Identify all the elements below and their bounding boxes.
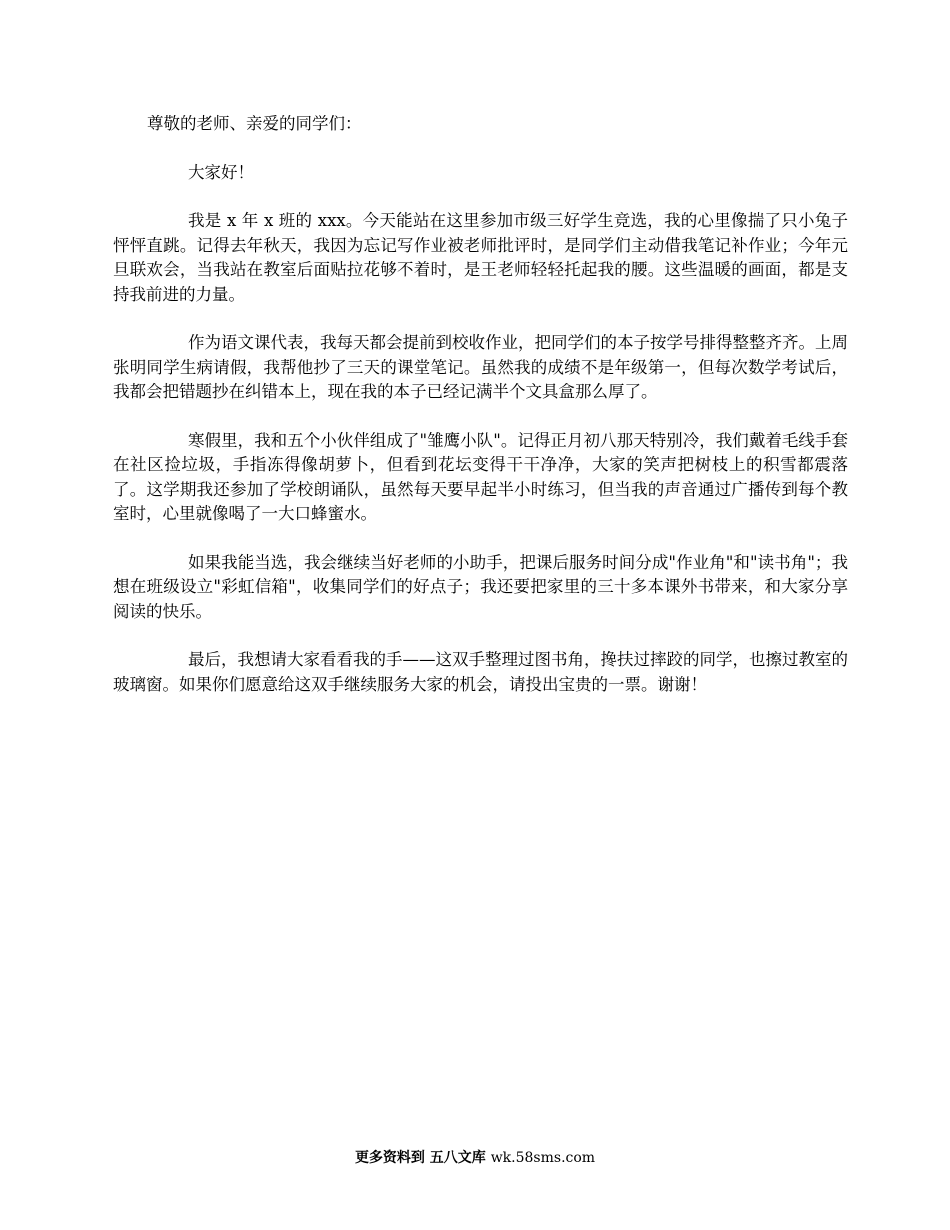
paragraph-introduction: 我是 x 年 x 班的 xxx。今天能站在这里参加市级三好学生竞选，我的心里像揣了只小兔子怦怦直跳。记得去年秋天，我因为忘记写作业被老师批评时，是同学们主动借我笔记补作业；今年元旦联欢会，当我站在教室后面贴拉花够不着时，是王老师轻轻托起我的腰。这些温暖的画面，都是支持我前进的力量。 [113, 211, 848, 304]
paragraph-winter-vacation: 寒假里，我和五个小伙伴组成了"雏鹰小队"。记得正月初八那天特别冷，我们戴着毛线手套在社区捡垃圾，手指冻得像胡萝卜，但看到花坛变得干干净净，大家的笑声把树枝上的积雪都震落了。这学期我还参加了学校朗诵队，虽然每天要早起半小时练习，但当我的声音通过广播传到每个教室时，心里就像喝了一大口蜂蜜水。 [113, 430, 848, 523]
speech-body [113, 112, 848, 697]
paragraph-plans: 如果我能当选，我会继续当好老师的小助手，把课后服务时间分成"作业角"和"读书角"；我想在班级设立"彩虹信箱"，收集同学们的好点子；我还要把家里的三十多本课外书带来，和大家分享阅读的快乐。 [113, 552, 848, 621]
greeting: 大家好！ [188, 162, 254, 182]
paragraph-closing: 最后，我想请大家看看我的手——这双手整理过图书角，搀扶过摔跤的同学，也擦过教室的玻璃窗。如果你们愿意给这双手继续服务大家的机会，请投出宝贵的一票。谢谢！ [113, 650, 848, 694]
salutation: 尊敬的老师、亲爱的同学们： [147, 114, 362, 133]
footer-watermark [0, 1147, 950, 1167]
footer-label: 更多资料到 五八文库 [354, 1150, 486, 1166]
paragraph-class-representative: 作为语文课代表，我每天都会提前到校收作业，把同学们的本子按学号排得整整齐齐。上周张明同学生病请假，我帮他抄了三天的课堂笔记。虽然我的成绩不是年级第一，但每次数学考试后，我都会把错题抄在纠错本上，现在我的本子已经记满半个文具盒那么厚了。 [113, 333, 848, 401]
footer-link[interactable]: wk.58sms.com [490, 1150, 596, 1166]
